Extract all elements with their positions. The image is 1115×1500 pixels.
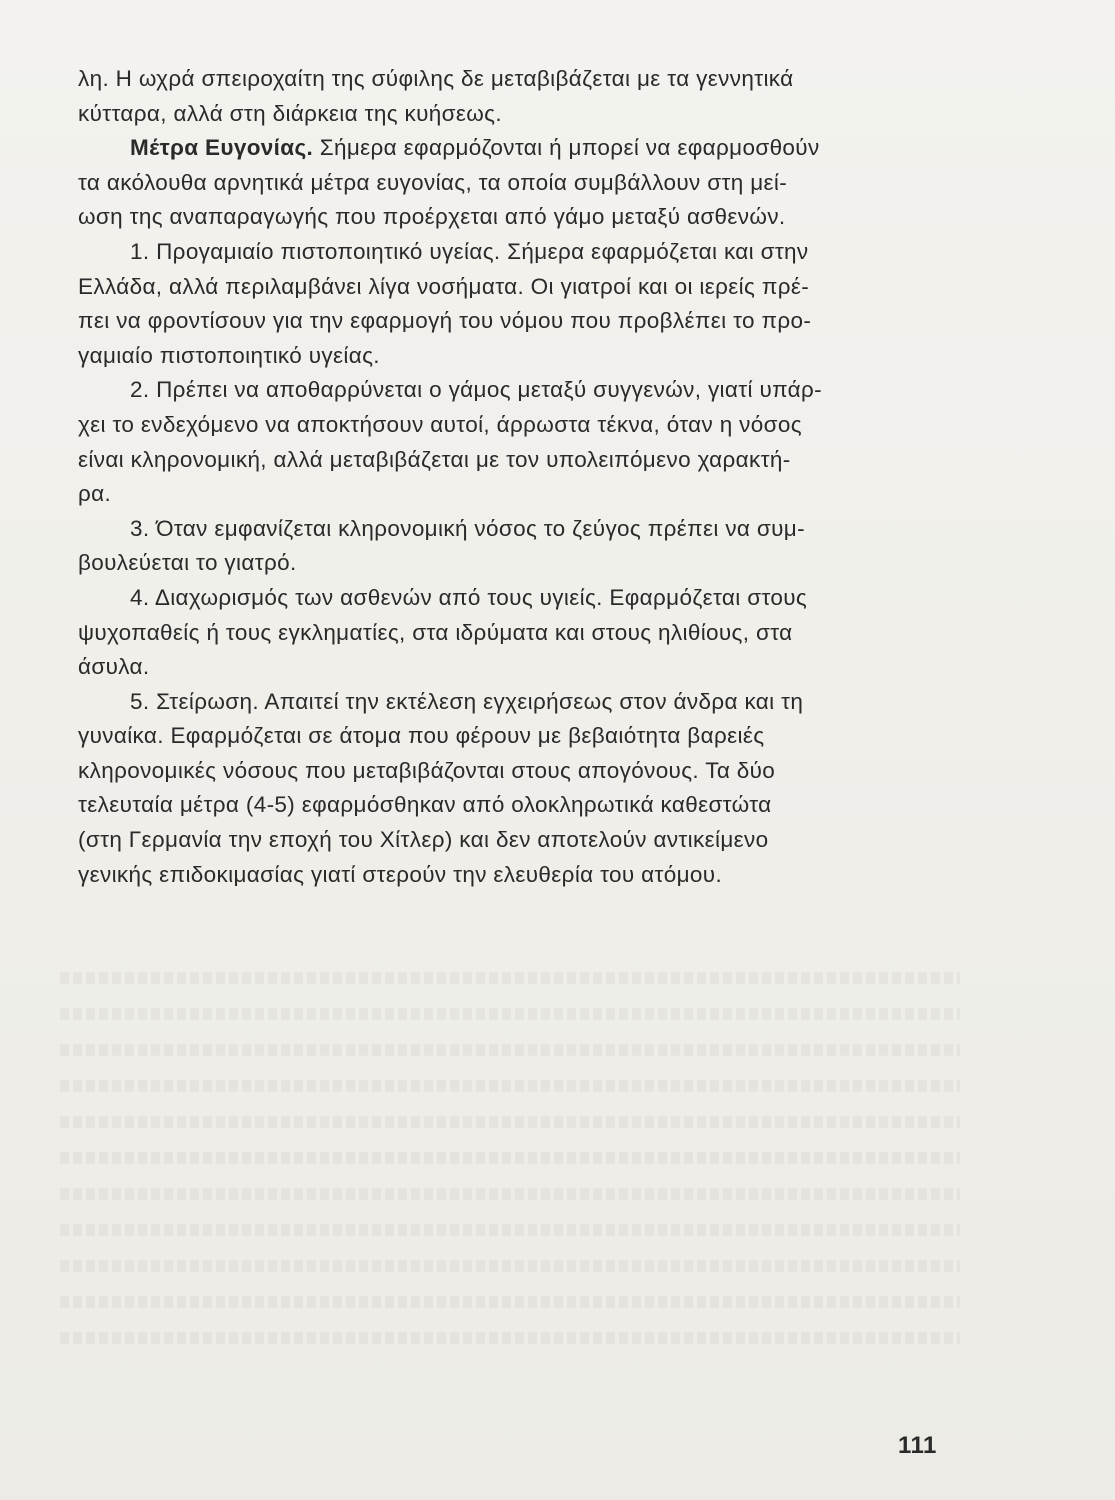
text-line: πει να φροντίσουν για την εφαρμογή του νόμου που προβλέπει το προ- xyxy=(78,308,812,334)
text-line: άσυλα. xyxy=(78,654,150,680)
bleed-through-texture xyxy=(60,960,960,1380)
text-line: ωση της αναπαραγωγής που προέρχεται από γάμο μεταξύ ασθενών. xyxy=(78,204,786,230)
text-line: γυναίκα. Εφαρμόζεται σε άτομα που φέρουν με βεβαιότητα βαρειές xyxy=(78,723,765,749)
text-line: Ελλάδα, αλλά περιλαμβάνει λίγα νοσήματα. Οι γιατροί και οι ιερείς πρέ- xyxy=(78,273,810,299)
page-number: 111 xyxy=(898,1432,937,1459)
body-text xyxy=(78,62,968,892)
text-line: χει το ενδεχόμενο να αποκτήσουν αυτοί, άρρωστα τέκνα, όταν η νόσος xyxy=(78,411,802,437)
text-line: είναι κληρονομική, αλλά μεταβιβάζεται με τον υπολειπόμενο χαρακτή- xyxy=(78,446,791,472)
text-line: γαμιαίο πιστοποιητικό υγείας. xyxy=(78,342,380,368)
bleed-line xyxy=(60,1116,960,1128)
bleed-line xyxy=(60,1188,960,1200)
bleed-line xyxy=(60,1044,960,1056)
text-line: τα ακόλουθα αρνητικά μέτρα ευγονίας, τα οποία συμβάλλουν στη μεί- xyxy=(78,169,788,195)
list-item-5: 5. Στείρωση. Απαιτεί την εκτέλεση εγχειρήσεως στον άνδρα και τη xyxy=(130,688,804,714)
bleed-line xyxy=(60,1008,960,1020)
text-line: λη. Η ωχρά σπειροχαίτη της σύφιλης δε μεταβιβάζεται με τα γεννητικά xyxy=(78,66,794,91)
list-item-1: 1. Προγαμιαίο πιστοποιητικό υγείας. Σήμερα εφαρμόζεται και στην xyxy=(130,238,809,264)
text-span: Σήμερα εφαρμόζονται ή μπορεί να εφαρμοσθούν xyxy=(313,135,820,161)
bleed-line xyxy=(60,1260,960,1272)
text-line: ρα. xyxy=(78,481,112,507)
bleed-line xyxy=(60,1152,960,1164)
bleed-line xyxy=(60,1296,960,1308)
text-line: γενικής επιδοκιμασίας γιατί στερούν την ελευθερία του ατόμου. xyxy=(78,861,723,887)
bleed-line xyxy=(60,1080,960,1092)
paragraph-first-line xyxy=(78,131,968,166)
bleed-line xyxy=(60,1332,960,1344)
text-line: βουλεύεται το γιατρό. xyxy=(78,550,297,576)
bleed-line xyxy=(60,972,960,984)
list-item-2: 2. Πρέπει να αποθαρρύνεται ο γάμος μεταξύ συγγενών, γιατί υπάρ- xyxy=(130,377,823,403)
list-item-3: 3. Όταν εμφανίζεται κληρονομική νόσος το ζεύγος πρέπει να συμ- xyxy=(130,515,805,541)
text-line: τελευταία μέτρα (4-5) εφαρμόσθηκαν από ολοκληρωτικά καθεστώτα xyxy=(78,792,772,818)
text-line: κληρονομικές νόσους που μεταβιβάζονται στους απογόνους. Τα δύο xyxy=(78,757,776,783)
text-line: κύτταρα, αλλά στη διάρκεια της κυήσεως. xyxy=(78,100,502,126)
text-line: (στη Γερμανία την εποχή του Χίτλερ) και δεν αποτελούν αντικείμενο xyxy=(78,827,769,853)
section-heading-eugenics: Μέτρα Ευγονίας. xyxy=(130,135,314,161)
bleed-line xyxy=(60,1224,960,1236)
text-line: ψυχοπαθείς ή τους εγκληματίες, στα ιδρύματα και στους ηλιθίους, στα xyxy=(78,619,793,645)
list-item-4: 4. Διαχωρισμός των ασθενών από τους υγιείς. Εφαρμόζεται στους xyxy=(130,584,808,610)
